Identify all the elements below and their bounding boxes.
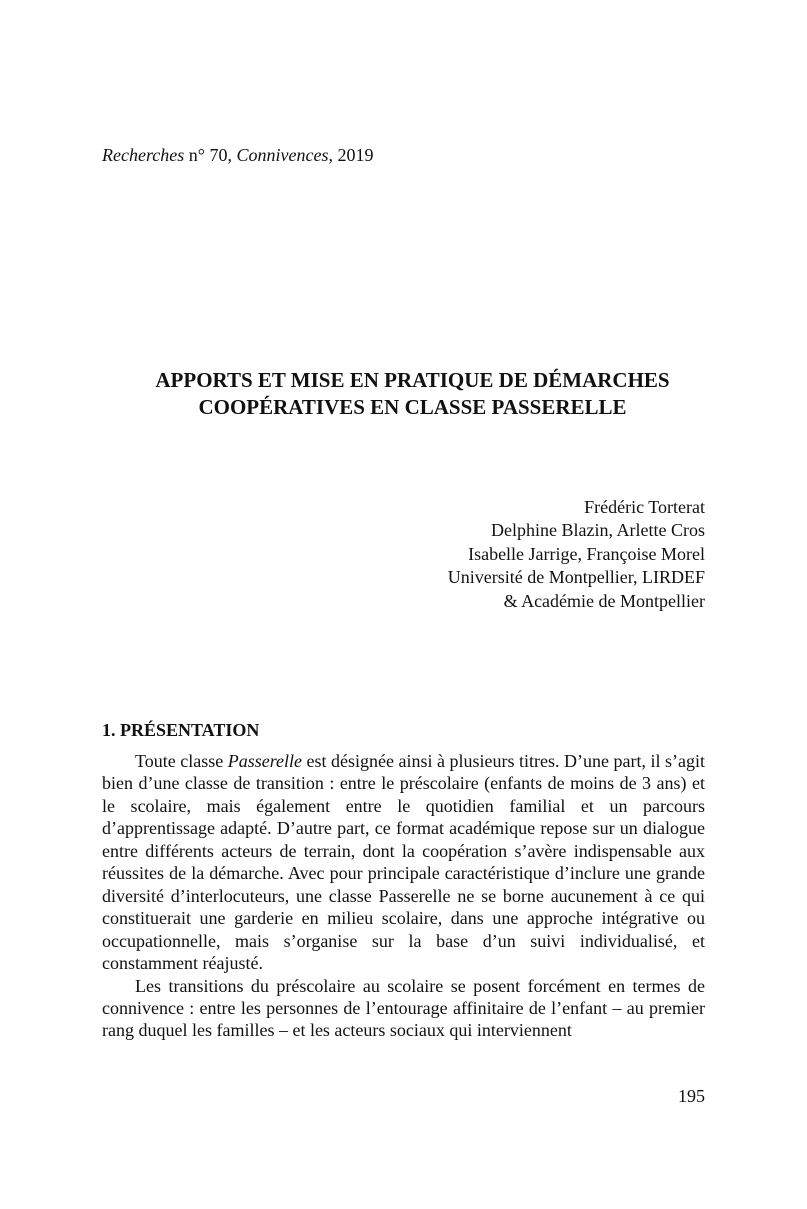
paragraph-1-rest: est désignée ainsi à plusieurs titres. D’une part, il s’agit bien d’une classe de transition : entre le préscolaire (enfants de moins de 3 ans) et le scolaire, mais également entre le quotidien familial et un parcours d’apprentissage adapté. D’autre part, ce format académique repose sur un dialogue entre différents acteurs de terrain, dont la coopération s’avère indispensable aux réussites de la démarche. Avec pour principale caractéristique d’inclure une grande diversité d’interlocuteurs, une classe Passerelle ne se borne aucunement à ce qui constituerait une garderie en milieu scolaire, dans une approche intégrative ou occupationnelle, mais s’organise sur la base d’un suivi individualisé, et constamment réajusté. [102, 751, 705, 974]
body-text [102, 750, 705, 1042]
journal-name: Recherches [102, 145, 185, 165]
affiliation-line: & Académie de Montpellier [503, 590, 705, 611]
article-title [60, 367, 765, 421]
title-line-2: COOPÉRATIVES EN CLASSE PASSERELLE [198, 395, 627, 419]
paragraph-1-emphasis: Passerelle [227, 751, 303, 771]
paragraph-2: Les transitions du préscolaire au scolaire se posent forcément en termes de connivence : entre les personnes de l’entourage affinitaire de l’enfant – au premier rang duquel les familles – et les acteurs sociaux qui interviennent [102, 975, 705, 1041]
author-line: Isabelle Jarrige, Françoise Morel [468, 543, 705, 564]
author-block [448, 496, 705, 613]
paragraph-1 [102, 750, 705, 975]
paragraph-1-start: Toute classe [135, 751, 228, 771]
author-line: Frédéric Torterat [584, 497, 705, 517]
journal-year: , 2019 [328, 145, 374, 165]
section-heading: 1. PRÉSENTATION [102, 720, 260, 740]
title-line-1: APPORTS ET MISE EN PRATIQUE DE DÉMARCHES [155, 368, 670, 392]
journal-theme: Connivences [236, 145, 329, 165]
author-line: Delphine Blazin, Arlette Cros [491, 520, 705, 541]
page-number: 195 [678, 1086, 705, 1106]
affiliation-line: Université de Montpellier, LIRDEF [447, 567, 705, 588]
journal-reference [102, 144, 373, 166]
journal-issue: n° 70, [184, 145, 237, 165]
